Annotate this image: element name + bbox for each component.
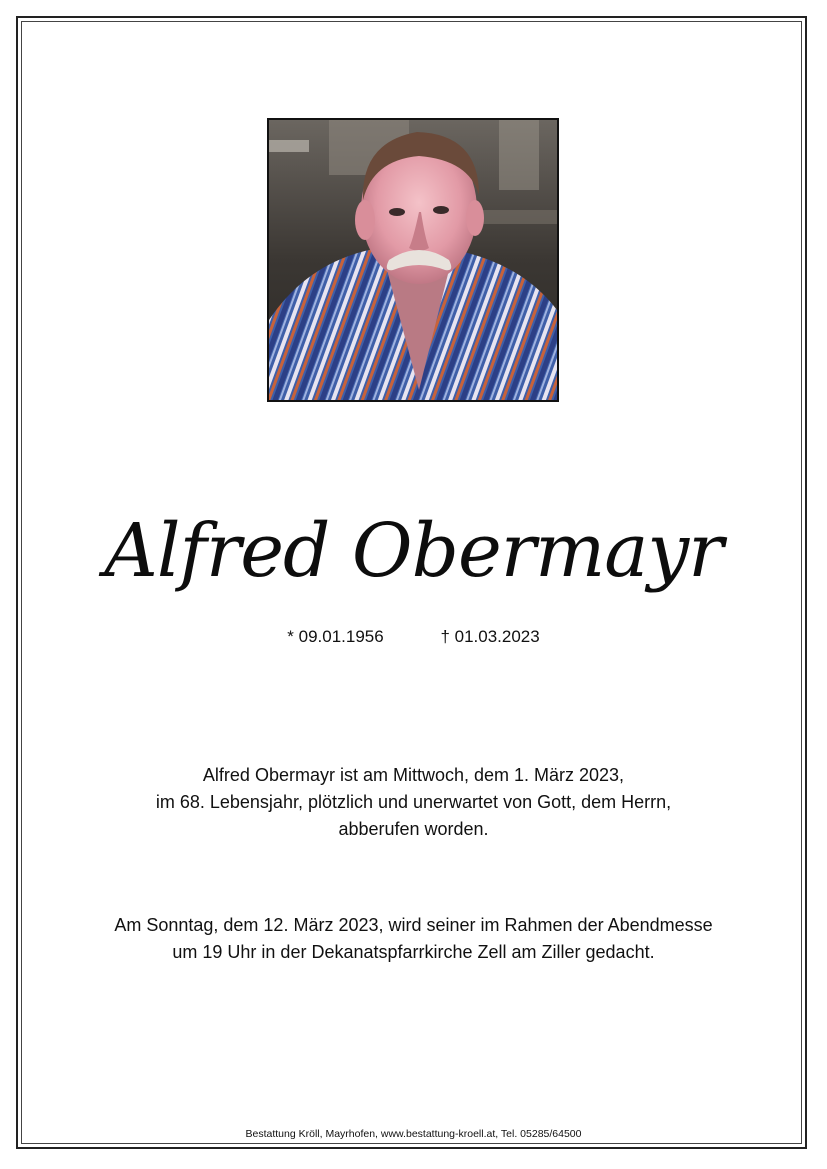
service-text (0, 912, 827, 966)
birth-date: * 09.01.1956 (287, 627, 384, 646)
announcement-line: Alfred Obermayr ist am Mittwoch, dem 1. März 2023, (202, 765, 625, 785)
funeral-home-footer: Bestattung Kröll, Mayrhofen, www.bestattung-kroell.at, Tel. 05285/64500 (245, 1128, 582, 1140)
service-line: Am Sonntag, dem 12. März 2023, wird seiner im Rahmen der Abendmesse (114, 915, 713, 935)
life-dates (0, 627, 827, 647)
announcement-line: im 68. Lebensjahr, plötzlich und unerwartet von Gott, dem Herrn, (155, 792, 672, 812)
announcement-text (0, 762, 827, 843)
death-date: † 01.03.2023 (440, 627, 540, 646)
deceased-name: Alfred Obermayr (104, 508, 723, 594)
service-line: um 19 Uhr in der Dekanatspfarrkirche Zell am Ziller gedacht. (172, 942, 655, 962)
announcement-line: abberufen worden. (338, 819, 489, 839)
portrait-photo (267, 118, 559, 402)
